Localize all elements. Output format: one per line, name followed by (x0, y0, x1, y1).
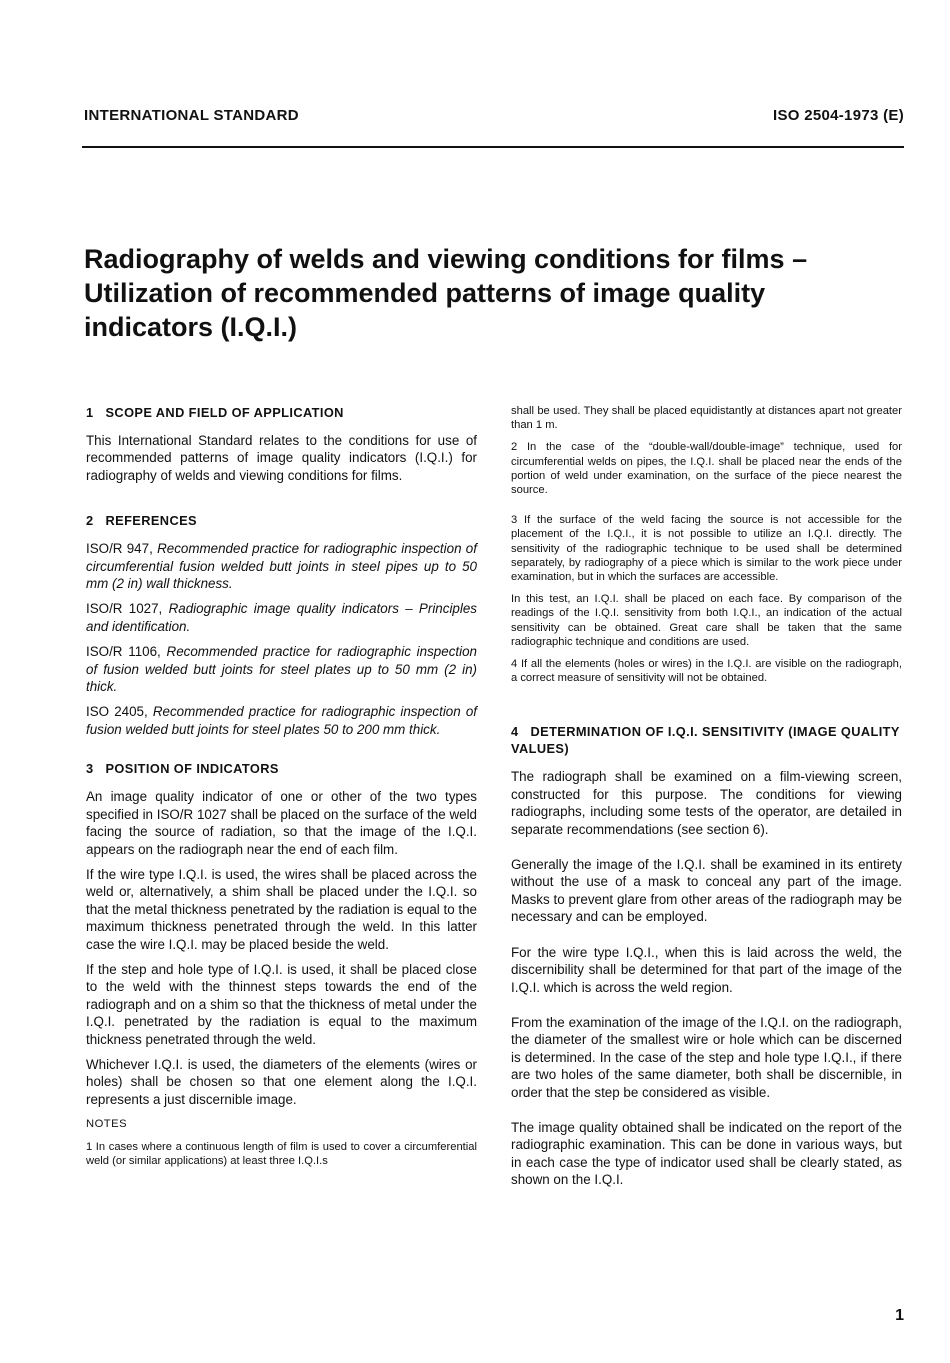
reference-code: ISO/R 947, (86, 541, 153, 557)
reference-code: ISO 2405, (86, 704, 148, 720)
reference-title: Recommended practice for radiographic inspection of circumferential fusion welded butt joints in steel pipes up to 50 mm (2 in) wall thickness. (86, 541, 477, 592)
header-document-id: ISO 2504-1973 (E) (772, 107, 904, 124)
section-number: 1 (86, 405, 94, 420)
section-3-paragraph: Whichever I.Q.I. is used, the diameters of the elements (wires or holes) shall be chosen so that one element along the I.Q.I. represents a just discernible image. (86, 1056, 477, 1107)
note-4: 4 If all the elements (holes or wires) in the I.Q.I. are visible on the radiograph, a correct measure of sensitivity will not be obtained. (511, 658, 902, 685)
section-3-heading (86, 760, 477, 777)
header-standard-label: INTERNATIONAL STANDARD (84, 107, 299, 124)
section-4-paragraph: Generally the image of the I.Q.I. shall be examined in its entirety without the use of a mask to conceal any part of the image. Masks to prevent glare from other areas of the radiograph may be necessary and can be employed. (511, 857, 902, 925)
reference-item (86, 600, 477, 635)
header-rule (82, 146, 904, 148)
title-line-3: indicators (I.Q.I.) (84, 312, 298, 342)
reference-title: Radiographic image quality indicators – Principles and identification. (86, 601, 477, 634)
reference-title: Recommended practice for radiographic inspection of fusion welded butt joints for steel plates 50 to 200 mm thick. (86, 704, 477, 737)
section-number: 3 (86, 761, 94, 777)
reference-code: ISO/R 1106, (86, 644, 161, 660)
section-3-paragraph: An image quality indicator of one or other of the two types specified in ISO/R 1027 shall be placed on the surface of the weld facing the source of radiation, so that the image of the I.Q.I. appears on the radiograph near the end of each film. (86, 789, 477, 857)
page-number: 1 (895, 1307, 904, 1324)
section-4-paragraph: For the wire type I.Q.I., when this is laid across the weld, the discernibility shall be determined for that part of the image of the I.Q.I. which is across the weld region. (511, 944, 902, 995)
section-title: POSITION OF INDICATORS (105, 761, 279, 777)
reference-code: ISO/R 1027, (86, 601, 163, 617)
reference-title: Recommended practice for radiographic inspection of fusion welded butt joints for steel plates up to 50 mm (2 in) thick. (86, 644, 477, 695)
section-number: 4 (511, 724, 519, 740)
left-column (86, 404, 477, 1176)
note-3: 3 If the surface of the weld facing the source is not accessible for the placement of the I.Q.I., it is not possible to utilize an I.Q.I. directly. The sensitivity of the radiographic technique to be used shall be determined separately, by radiography of a piece which is similar to the work piece under examination, but in which the surfaces are accessible. (511, 514, 902, 584)
right-column (511, 404, 902, 1197)
section-2-heading (86, 512, 477, 529)
section-4-heading (511, 723, 902, 757)
section-title: SCOPE AND FIELD OF APPLICATION (105, 405, 344, 420)
note-2: 2 In the case of the “double-wall/double-image” technique, used for circumferential welds on pipes, the I.Q.I. shall be placed near the ends of the portion of weld under examination, on the surface of the piece nearest the source. (511, 441, 902, 497)
document-title (84, 242, 884, 344)
reference-item (86, 703, 477, 738)
section-1-heading (86, 404, 477, 421)
title-line-1: Radiography of welds and viewing conditions for films – (84, 244, 808, 274)
section-title: DETERMINATION OF I.Q.I. SENSITIVITY (IMAGE QUALITY VALUES) (511, 724, 900, 757)
section-number: 2 (86, 513, 94, 529)
notes-label: NOTES (86, 1118, 128, 1131)
reference-item (86, 540, 477, 592)
note-1: 1 In cases where a continuous length of film is used to cover a circumferential weld (or similar applications) at least three I.Q.I.s (86, 1140, 477, 1167)
section-title: REFERENCES (105, 513, 197, 529)
section-3-paragraph: If the wire type I.Q.I. is used, the wires shall be placed across the weld or, alternatively, a shim shall be placed under the I.Q.I. so that the metal thickness penetrated by the radiation is equal to the maximum thickness penetrated through the weld. In this latter case the wire I.Q.I. may be placed beside the weld. (86, 866, 477, 952)
section-4-paragraph: From the examination of the image of the I.Q.I. on the radiograph, the diameter of the smallest wire or hole which can be discerned is determined. In the case of the step and hole type I.Q.I., if there are two holes of the same diameter, both shall be discernible, in order that the step be considered as visible. (511, 1014, 902, 1100)
section-1-text: This International Standard relates to the conditions for use of recommended patterns of image quality indicators (I.Q.I.) for radiography of welds and viewing conditions for films. (86, 433, 477, 483)
reference-item (86, 643, 477, 695)
section-4-paragraph: The image quality obtained shall be indicated on the report of the radiographic examination. This can be done in various ways, but in each case the type of indicator used shall be clearly stated, as shown on the I.Q.I. (511, 1119, 902, 1188)
title-line-2: Utilization of recommended patterns of image quality (84, 278, 766, 308)
section-3-paragraph: If the step and hole type of I.Q.I. is used, it shall be placed close to the weld with the thinnest steps towards the end of the radiograph and on a shim so that the thickness of metal under the I.Q.I. penetrated by the radiation is equal to the maximum thickness penetrated through the weld. (86, 961, 477, 1047)
note-1-continued: shall be used. They shall be placed equidistantly at distances apart not greater than 1 m. (511, 405, 902, 432)
section-4-paragraph: The radiograph shall be examined on a film-viewing screen, constructed for this purpose. The conditions for viewing radiographs, including some tests of the operator, are detailed in separate recommendations (see section 6). (511, 769, 902, 837)
note-3-continued: In this test, an I.Q.I. shall be placed on each face. By comparison of the readings of the I.Q.I. sensitivity from both I.Q.I., an indication of the actual sensitivity can be obtained. Great care shall be taken that the same radiographic technique and conditions are used. (511, 593, 902, 648)
